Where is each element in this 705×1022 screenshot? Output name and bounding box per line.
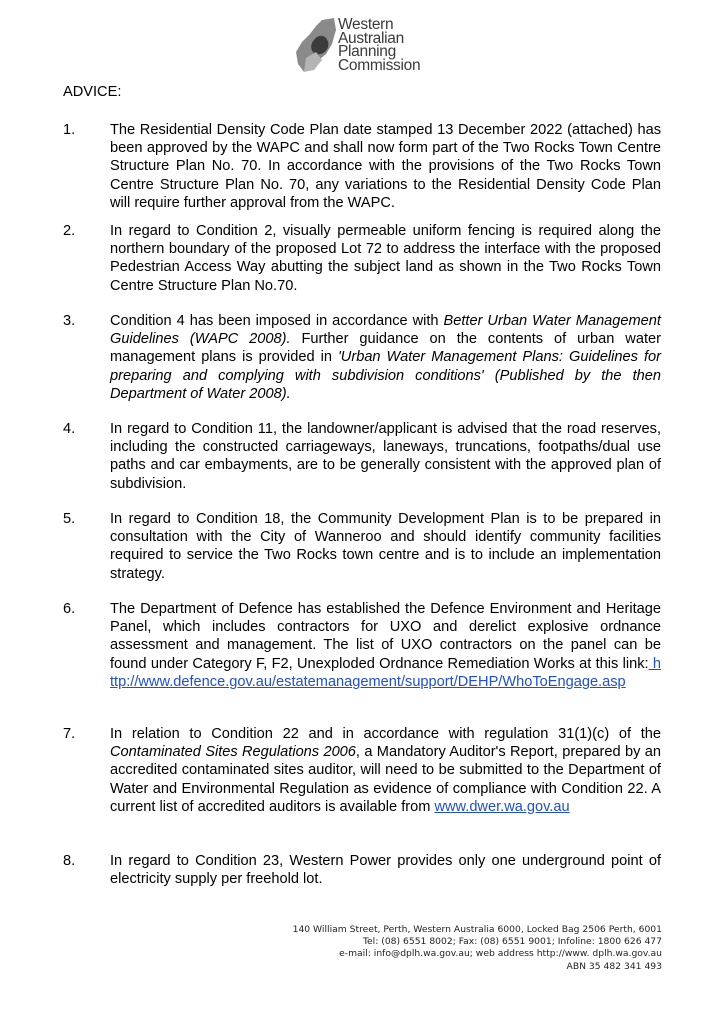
- footer-contact: [293, 924, 662, 973]
- body-text: In regard to Condition 23, Western Power provides only one underground point of electricity supply per freehold lot.: [110, 853, 661, 888]
- item-number: 8.: [63, 853, 76, 869]
- logo-line: Commission: [338, 56, 421, 74]
- item-number: 4.: [63, 421, 76, 437]
- item-number: 1.: [63, 122, 76, 138]
- logo-line: Western: [338, 16, 394, 33]
- body-text: In regard to Condition 2, visually permeable uniform fencing is required along the northern boundary of the proposed Lot 72 to address the interface with the proposed Pedestrian Access Way abutting the subject land as shown in the Two Rocks Town Centre Structure Plan No.70.: [110, 223, 661, 294]
- body-text: In regard to Condition 18, the Community Development Plan is to be prepared in consultation with the City of Wanneroo and should identify community facilities required to service the Two Rocks town centre and is to include an implementation strategy.: [110, 511, 661, 582]
- footer-address: 140 William Street, Perth, Western Australia 6000, Locked Bag 2506 Perth, 6001: [292, 924, 662, 935]
- item-number: 3.: [63, 313, 76, 329]
- body-text: , a Mandatory Auditor's Report, prepared by an accredited contaminated sites auditor, will need to be submitted to the Department of Water and Environmental Regulation as evidence of compliance with Condition 22. A current list of accredited auditors is available from: [110, 744, 661, 815]
- item-body: [110, 312, 661, 403]
- body-text: Further guidance on the contents of urban water management plans is provided in: [110, 331, 661, 366]
- item-body: [110, 222, 661, 295]
- body-text: In relation to Condition 22 and in accordance with regulation 31(1)(c) of the: [110, 726, 661, 742]
- item-body: [110, 510, 661, 583]
- item-number: 6.: [63, 601, 76, 617]
- italic-text: Contaminated Sites Regulations 2006: [110, 744, 356, 761]
- hyperlink[interactable]: www.dwer.wa.gov.au: [434, 798, 570, 815]
- item-body: [110, 600, 661, 691]
- body-text: Condition 4 has been imposed in accordance with: [110, 313, 444, 329]
- item-number: 7.: [63, 726, 76, 742]
- footer-email: e-mail: info@dplh.wa.gov.au; web address http://www. dplh.wa.gov.au: [339, 948, 662, 960]
- footer-phone: Tel: (08) 6551 8002; Fax: (08) 6551 9001; Infoline: 1800 626 477: [362, 936, 662, 948]
- item-body: [110, 725, 661, 816]
- italic-text: 'Urban Water Management Plans: Guidelines for preparing and complying with subdivision conditions' (Published by the then Department of Water 2008).: [110, 349, 661, 402]
- logo-text: [338, 18, 420, 72]
- logo-line: Australian: [338, 29, 404, 47]
- item-body: [110, 852, 661, 888]
- advice-heading: ADVICE:: [63, 84, 122, 100]
- body-text: In regard to Condition 11, the landowner/applicant is advised that the road reserves, including the constructed carriageways, laneways, truncations, footpaths/dual use paths and car embayments, are to be generally consistent with the approved plan of subdivision.: [110, 421, 661, 492]
- footer-abn: ABN 35 482 341 493: [566, 960, 662, 972]
- body-text: The Residential Density Code Plan date stamped 13 December 2022 (attached) has been approved by the WAPC and shall now form part of the Two Rocks Town Centre Structure Plan No. 70. In accordance with the provisions of the Two Rocks Town Centre Structure Plan No. 70, any variations to the Residential Density Code Plan will require further approval from the WAPC.: [110, 122, 661, 211]
- body-text: The Department of Defence has established the Defence Environment and Heritage Panel, which includes contractors for UXO and derelict explosive ordnance assessment and management. The list of UXO contractors on the panel can be found under Category F, F2, Unexploded Ordnance Remediation Works at this link:: [110, 601, 661, 672]
- italic-text: Better Urban Water Management Guidelines (WAPC 2008).: [110, 313, 661, 348]
- item-body: [110, 420, 661, 493]
- hyperlink[interactable]: http://www.defence.gov.au/estatemanagement/support/DEHP/WhoToEngage.asp: [110, 655, 661, 690]
- logo-line: Planning: [338, 43, 396, 60]
- item-body: [110, 121, 661, 212]
- item-number: 2.: [63, 223, 76, 239]
- item-number: 5.: [63, 511, 76, 527]
